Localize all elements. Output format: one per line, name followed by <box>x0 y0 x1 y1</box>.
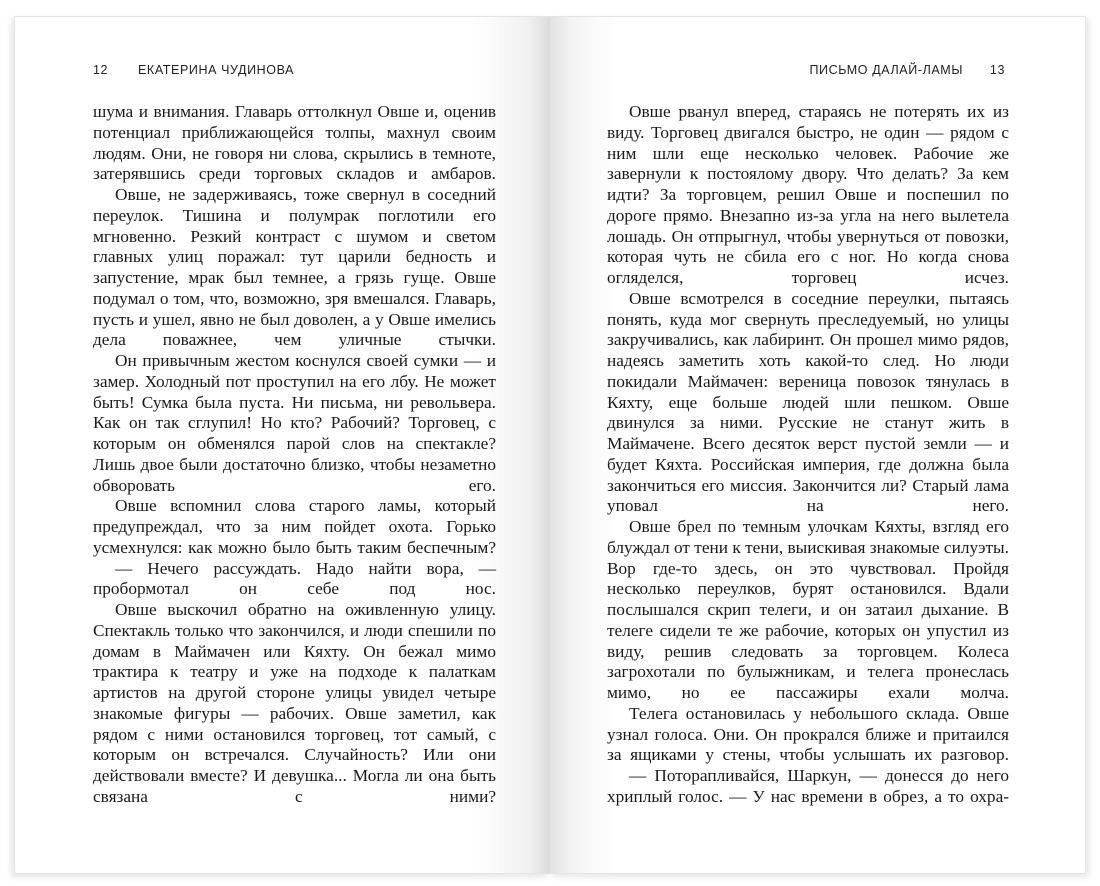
paragraph: Телега остановилась у небольшого склада. Овше узнал голоса. Они. Он прокрался ближе и притаился за ящиками у стены, чтобы услышать их разговор. <box>607 703 1009 765</box>
body-text <box>607 102 1009 808</box>
paragraph: — Нечего рассуждать. Надо найти вора, — пробормотал он себе под нос. <box>93 558 496 599</box>
paragraph: Овше брел по темным улочкам Кяхты, взгляд его блуждал от тени к тени, выискивая знакомые силуэты. Вор где-то здесь, он это чувствовал. Пройдя несколько переулков, бурят остановился. Вдали послышался скрип телеги, и он затаил дыхание. В телеге сидели те же рабочие, которых он упустил из виду, решив следовать за торговцем. Колеса загрохотали по булыжникам, и телега пронеслась мимо, но ее пассажиры ехали молча. <box>607 517 1009 702</box>
paragraph: Овше рванул вперед, стараясь не потерять их из виду. Торговец двигался быстро, не один — рядом с ним шли еще несколько человек. Рабочие же завернули к постоялому двору. Что делать? За кем идти? За торговцем, решил Овше и поспешил по дороге прямо. Внезапно из-за угла на него вылетела лошадь. Он отпрыгнул, чтобы увернуться от повозки, которая чуть не сбила его с ног. Но когда снова огляделся, торговец исчез. <box>607 102 1009 287</box>
paragraph: Овше вспомнил слова старого ламы, который предупреждал, что за ним пойдет охота. Горько усмехнулся: как можно было быть таким беспечным? <box>93 496 496 557</box>
paragraph: — Поторапливайся, Шаркун, — донесся до него хриплый голос. — У нас времени в обрез, а то охра- <box>607 766 1009 806</box>
right-page <box>550 16 1086 874</box>
running-head-title: ПИСЬМО ДАЛАЙ-ЛАМЫ <box>809 63 963 77</box>
book-spread <box>14 16 1086 874</box>
body-text <box>93 102 496 808</box>
paragraph: Овше всмотрелся в соседние переулки, пытаясь понять, куда мог свернуть преследуемый, но улицы закручивались, как лабиринт. Он прошел мимо рядов, надеясь заметить хоть какой-то след. Но люди покидали Маймачен: вереница повозок тянулась в Кяхту, еще больше людей шли пешком. Овше двинулся за ними. Русские не станут жить в Маймачене. Всего десяток верст пустой земли — и будет Кяхта. Российская империя, где должна была закончиться его миссия. Закончится ли? Старый лама уповал на него. <box>607 288 1009 516</box>
running-head-author: ЕКАТЕРИНА ЧУДИНОВА <box>138 63 295 77</box>
left-page <box>14 16 550 874</box>
page-number: 12 <box>93 63 109 77</box>
paragraph: шума и внимания. Главарь оттолкнул Овше и, оценив потенциал приближающейся толпы, махнул своим людям. Они, не говоря ни слова, скрылись в темноте, затерявшись среди торговых складов и амбаров. <box>93 102 496 184</box>
page-number: 13 <box>989 63 1005 77</box>
paragraph: Он привычным жестом коснулся своей сумки — и замер. Холодный пот проступил на его лбу. Не может быть! Сумка была пуста. Ни письма, ни револьвера. Как он так сглупил! Но кто? Рабочий? Торговец, с которым он обменялся парой слов на спектакле? Лишь двое были достаточно близко, чтобы незаметно обворовать его. <box>93 351 496 495</box>
paragraph: Овше, не задерживаясь, тоже свернул в соседний переулок. Тишина и полумрак поглотили его мгновенно. Резкий контраст с шумом и светом главных улиц поражал: тут царили бедность и запустение, мрак был темнее, а грязь гуще. Овше подумал о том, что, возможно, зря вмешался. Главарь, пусть и ушел, явно не был доволен, а у Овше имелись дела поважнее, чем уличные стычки. <box>93 185 496 350</box>
paragraph: Овше выскочил обратно на оживленную улицу. Спектакль только что закончился, и люди спешили по домам в Маймачен или Кяхту. Он бежал мимо трактира к театру и уже на подходе к палаткам артистов на другой стороне улицы увидел четыре знакомые фигуры — рабочих. Овше заметил, как рядом с ними остановился торговец, тот самый, с которым он встречался. Случайность? Или они действовали вместе? И девушка... Могла ли она быть связана с ними? <box>93 600 496 806</box>
